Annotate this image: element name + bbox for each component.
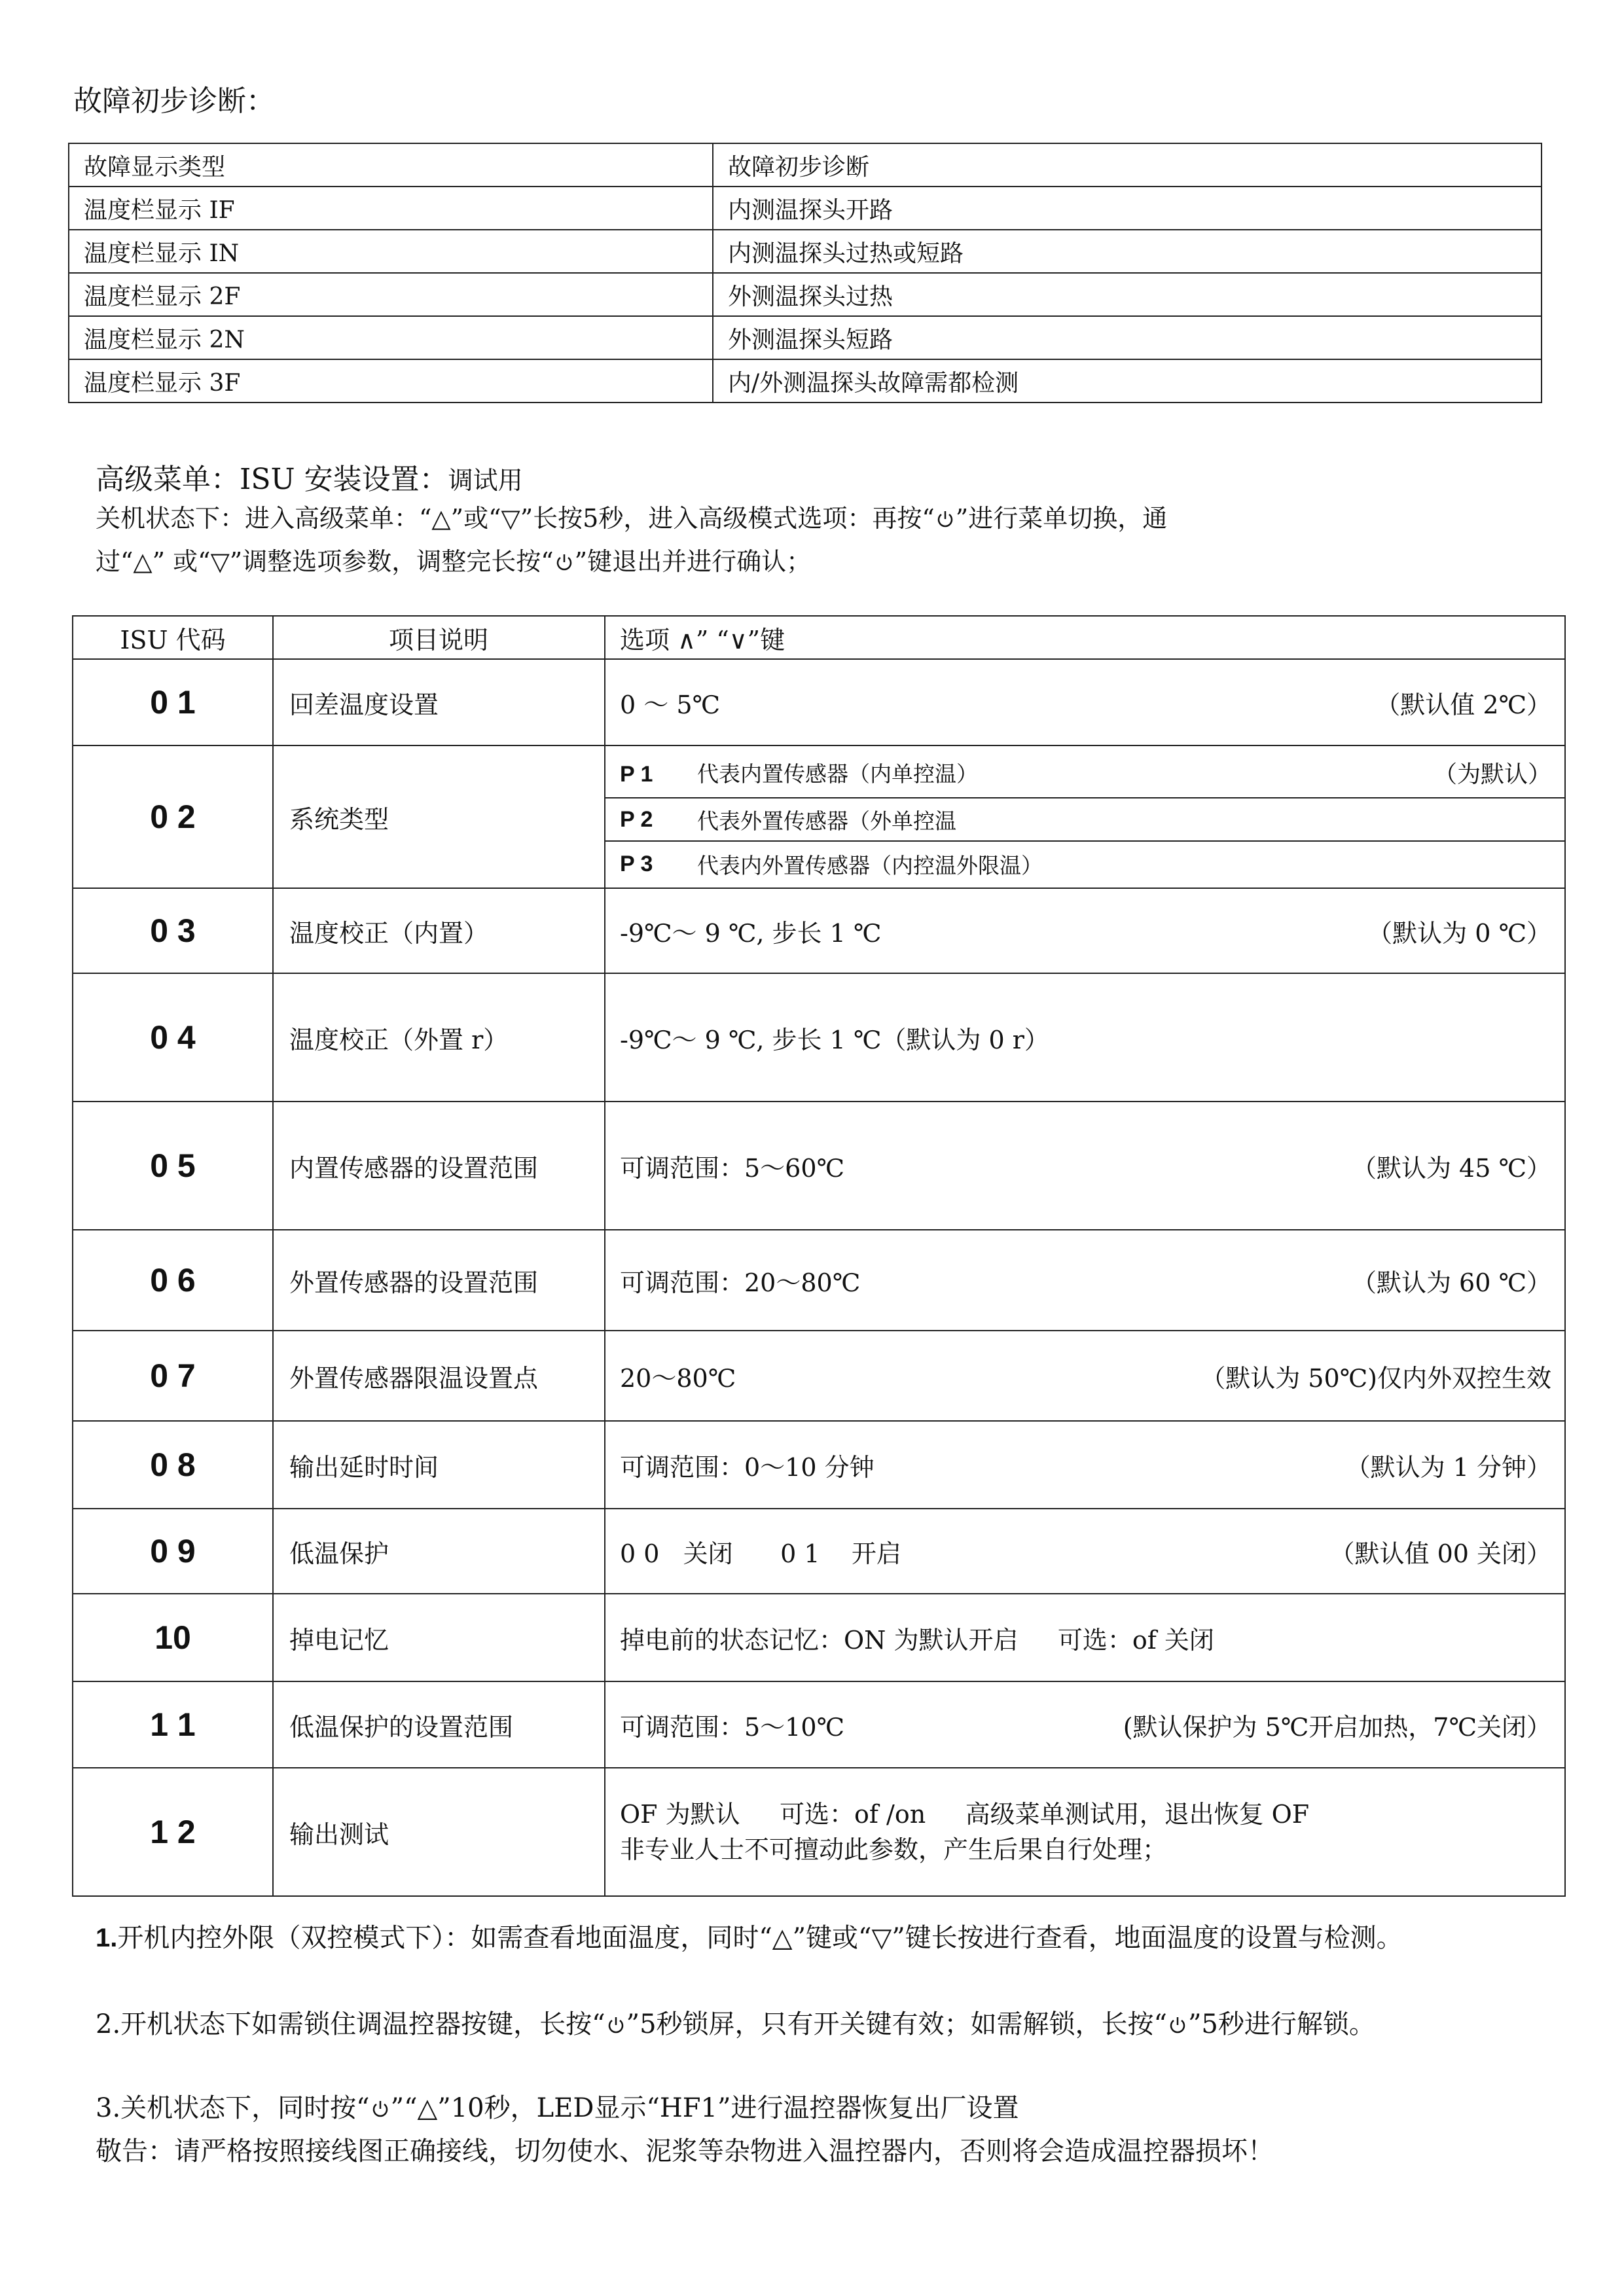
isu-option: 可调范围：20～80℃ (620, 1268, 861, 1297)
isu-item: 温度校正（内置） (273, 888, 605, 973)
fault-desc: 外测温探头过热 (713, 273, 1542, 316)
isu-table (72, 615, 1566, 1897)
isu-code: 0 8 (73, 1421, 273, 1509)
isu-option: 可调范围：0～10 分钟 (620, 1452, 875, 1482)
isu-code: 1 2 (73, 1768, 273, 1896)
power-icon (605, 2015, 626, 2036)
table-row (73, 1681, 1565, 1768)
fault-header-type: 故障显示类型 (69, 143, 713, 187)
power-icon (554, 552, 575, 573)
table-row (73, 1230, 1565, 1331)
table-row (73, 1102, 1565, 1230)
isu-option: 20～80℃ (620, 1363, 736, 1393)
note-warning: 敬告：请严格按照接线图正确接线，切勿使水、泥浆等杂物进入温控器内，否则将会造成温控器损坏！ (96, 2136, 1274, 2166)
isu-code: 10 (73, 1594, 273, 1681)
fault-table (68, 143, 1542, 403)
table-row (73, 616, 1565, 659)
note-3 (96, 2092, 1536, 2125)
isu-item: 输出测试 (273, 1768, 605, 1896)
isu-item: 内置传感器的设置范围 (273, 1102, 605, 1230)
isu-option: -9℃～ 9 ℃, 步长 1 ℃（默认为 0 r） (605, 973, 1565, 1102)
isu-option: OF 为默认 可选：of /on 高级菜单测试用，退出恢复 OF (620, 1800, 1310, 1829)
isu-code: 0 9 (73, 1509, 273, 1594)
isu-header-code: ISU 代码 (73, 616, 273, 659)
power-icon (370, 2098, 391, 2119)
note-text: 3.关机状态下，同时按“ (96, 2093, 370, 2123)
note-text: ”“△”10秒，LED显示“HF1”进行温控器恢复出厂设置 (390, 2093, 1019, 2123)
isu-code: 0 5 (73, 1102, 273, 1230)
fault-code: 温度栏显示 3F (69, 359, 713, 403)
table-row (69, 187, 1542, 230)
instruction-text: ”键退出并进行确认； (574, 547, 812, 576)
table-row (73, 888, 1565, 973)
power-icon (1167, 2015, 1188, 2036)
fault-code: 温度栏显示 2N (69, 316, 713, 359)
isu-item: 低温保护 (273, 1509, 605, 1594)
table-row (73, 1331, 1565, 1421)
isu-default: （默认为 45 ℃） (1351, 1153, 1551, 1183)
fault-desc: 内/外测温探头故障需都检测 (713, 359, 1542, 403)
table-row (73, 1509, 1565, 1594)
isu-default: （默认值 00 关闭） (1329, 1539, 1551, 1568)
table-row (73, 659, 1565, 745)
isu-item: 低温保护的设置范围 (273, 1681, 605, 1768)
isu-warning: 非专业人士不可擅动此参数，产生后果自行处理； (620, 1835, 1168, 1864)
isu-option: 可调范围：5～10℃ (620, 1712, 845, 1742)
isu-code: 0 2 (73, 745, 273, 888)
instruction-text: 过“△” 或“▽”调整选项参数，调整完长按“ (96, 547, 554, 576)
isu-header-option: 选项 ∧” “∨”键 (605, 616, 1565, 659)
option-code: P 2 (620, 806, 653, 832)
advanced-title-main: 高级菜单：ISU 安装设置： (96, 463, 448, 496)
isu-item: 系统类型 (273, 745, 605, 888)
table-row (73, 745, 1565, 888)
option-text: 代表外置传感器（外单控温 (697, 808, 956, 834)
option-text: 代表内外置传感器（内控温外限温） (697, 852, 1043, 878)
isu-option: 0 ～ 5℃ (620, 690, 721, 719)
isu-option: 0 0 关闭 0 1 开启 (620, 1539, 901, 1568)
table-row (73, 1421, 1565, 1509)
isu-code: 0 1 (73, 659, 273, 745)
instruction-text: ”进行菜单切换，通 (955, 504, 1168, 533)
isu-default: （为默认） (1433, 761, 1551, 788)
isu-item: 外置传感器限温设置点 (273, 1331, 605, 1421)
sensor-option-p2 (605, 798, 1564, 842)
fault-code: 温度栏显示 2F (69, 273, 713, 316)
table-row (69, 143, 1542, 187)
sensor-option-p3 (605, 842, 1564, 886)
note-2 (96, 2008, 1536, 2041)
isu-option: -9℃～ 9 ℃, 步长 1 ℃ (620, 918, 882, 948)
note-text: 2.开机状态下如需锁住调温控器按键，长按“ (96, 2009, 605, 2039)
fault-code: 温度栏显示 IF (69, 187, 713, 230)
isu-item: 温度校正（外置 r） (273, 973, 605, 1102)
isu-header-item: 项目说明 (273, 616, 605, 659)
isu-default: （默认为 1 分钟） (1345, 1452, 1551, 1482)
option-code: P 3 (620, 851, 653, 876)
note-text: ”5秒锁屏，只有开关键有效；如需解锁，长按“ (626, 2009, 1167, 2039)
sensor-option-p1 (605, 747, 1564, 798)
fault-header-diagnosis: 故障初步诊断 (713, 143, 1542, 187)
isu-item: 回差温度设置 (273, 659, 605, 745)
isu-code: 0 4 (73, 973, 273, 1102)
note-text: ”5秒进行解锁。 (1187, 2009, 1375, 2039)
option-code: P 1 (620, 761, 653, 787)
note-1 (96, 1922, 1536, 1954)
table-row (69, 230, 1542, 273)
fault-desc: 外测温探头短路 (713, 316, 1542, 359)
isu-code: 1 1 (73, 1681, 273, 1768)
isu-item: 掉电记忆 (273, 1594, 605, 1681)
isu-code: 0 7 (73, 1331, 273, 1421)
power-icon (935, 509, 956, 529)
table-row (73, 1594, 1565, 1681)
fault-code: 温度栏显示 IN (69, 230, 713, 273)
advanced-instructions-line2 (96, 543, 811, 580)
isu-default: （默认为 0 ℃） (1367, 918, 1551, 948)
isu-code: 0 3 (73, 888, 273, 973)
advanced-instructions-line1 (96, 500, 1167, 537)
isu-default: (默认保护为 5℃开启加热，7℃关闭） (1123, 1712, 1551, 1742)
note-number: 1. (96, 1924, 118, 1952)
instruction-text: 关机状态下：进入高级菜单：“△”或“▽”长按5秒，进入高级模式选项：再按“ (96, 504, 935, 533)
table-row (69, 359, 1542, 403)
table-row (69, 316, 1542, 359)
table-row (69, 273, 1542, 316)
fault-desc: 内测温探头开路 (713, 187, 1542, 230)
note-text: 开机内控外限（双控模式下）：如需查看地面温度，同时“△”键或“▽”键长按进行查看，地面温度的设置与检测。 (117, 1923, 1403, 1953)
isu-item: 输出延时时间 (273, 1421, 605, 1509)
isu-code: 0 6 (73, 1230, 273, 1331)
table-row (73, 1768, 1565, 1896)
isu-default: （默认为 50℃)仅内外双控生效 (1200, 1363, 1551, 1393)
isu-option: 掉电前的状态记忆：ON 为默认开启 可选：of 关闭 (605, 1594, 1565, 1681)
isu-default: （默认为 60 ℃） (1351, 1268, 1551, 1297)
option-text: 代表内置传感器（内单控温） (697, 761, 978, 787)
advanced-title (96, 456, 523, 497)
fault-desc: 内测温探头过热或短路 (713, 230, 1542, 273)
diag-title: 故障初步诊断： (73, 84, 275, 118)
isu-item: 外置传感器的设置范围 (273, 1230, 605, 1331)
isu-default: （默认值 2℃） (1375, 690, 1551, 719)
isu-option: 可调范围：5～60℃ (620, 1153, 845, 1183)
table-row (73, 973, 1565, 1102)
advanced-title-sub: 调试用 (448, 466, 523, 495)
